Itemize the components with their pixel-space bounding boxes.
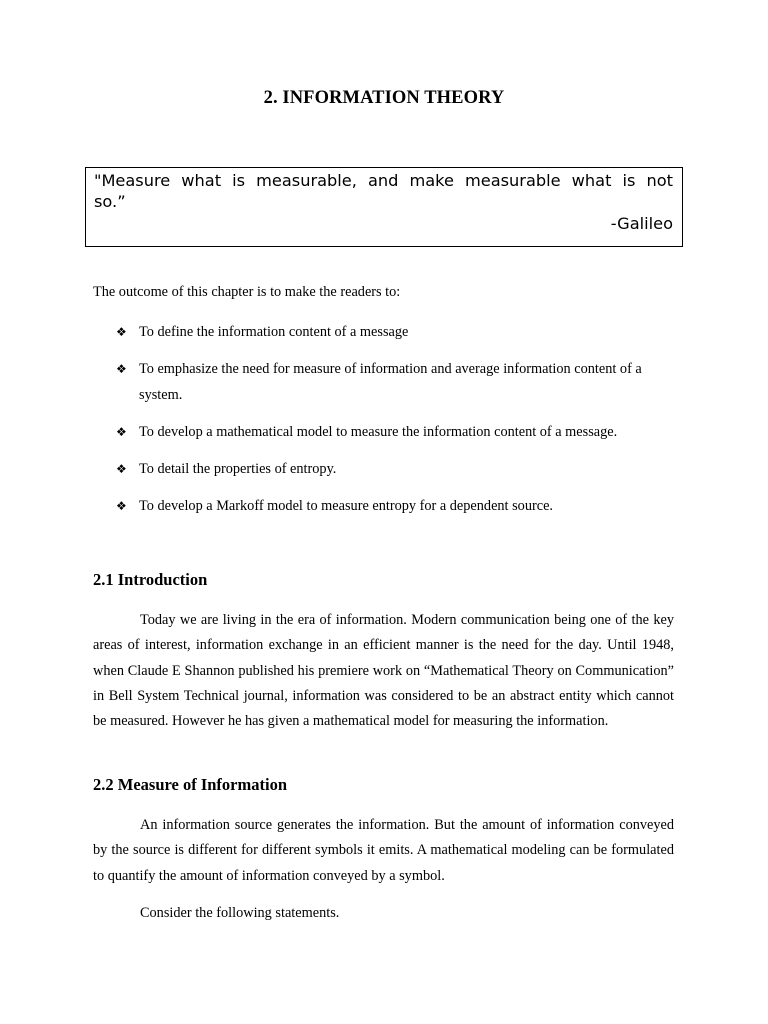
list-item — [93, 419, 683, 445]
four-diamond-bullet-icon: ❖ — [116, 362, 127, 376]
four-diamond-bullet-icon: ❖ — [116, 425, 127, 439]
quote-author: -Galileo — [610, 214, 673, 233]
list-item — [93, 456, 683, 482]
list-item-text: To develop a Markoff model to measure entropy for a dependent source. — [139, 498, 553, 514]
chapter-title: 2. INFORMATION THEORY — [263, 88, 505, 108]
list-item — [93, 356, 683, 408]
outcomes-intro: The outcome of this chapter is to make the readers to: — [93, 284, 401, 300]
four-diamond-bullet-icon: ❖ — [116, 499, 127, 513]
section-heading-introduction: 2.1 Introduction — [93, 570, 208, 589]
list-item-text: To detail the properties of entropy. — [139, 461, 337, 477]
four-diamond-bullet-icon: ❖ — [116, 325, 127, 339]
section-heading-measure-of-information: 2.2 Measure of Information — [93, 775, 288, 794]
introduction-paragraph: Today we are living in the era of information. Modern communication being one of the key areas of interest, information exchange in an efficient manner is the need for the day. Until 1948, when Claude E Shannon published his premiere work on “Mathematical Theory on Communication” in Bell System Technical journal, information was considered to be an abstract entity which cannot be measured. However he has given a mathematical model for measuring the information. — [93, 612, 674, 730]
list-item — [93, 319, 683, 345]
four-diamond-bullet-icon: ❖ — [116, 462, 127, 476]
list-item-text: To emphasize the need for measure of information and average information content of a system. — [139, 361, 642, 403]
list-item — [93, 493, 683, 519]
consider-statements-paragraph: Consider the following statements. — [140, 905, 340, 921]
measure-paragraph: An information source generates the information. But the amount of information conveyed by the source is different for different symbols it emits. A mathematical modeling can be formulated to quantify the amount of information conveyed by a symbol. — [93, 817, 674, 884]
list-item-text: To define the information content of a message — [139, 324, 409, 340]
list-item-text: To develop a mathematical model to measure the information content of a message. — [139, 424, 618, 440]
quote-box — [85, 167, 683, 247]
outcomes-list — [93, 319, 683, 530]
quote-text: "Measure what is measurable, and make measurable what is not so.” — [94, 171, 673, 211]
